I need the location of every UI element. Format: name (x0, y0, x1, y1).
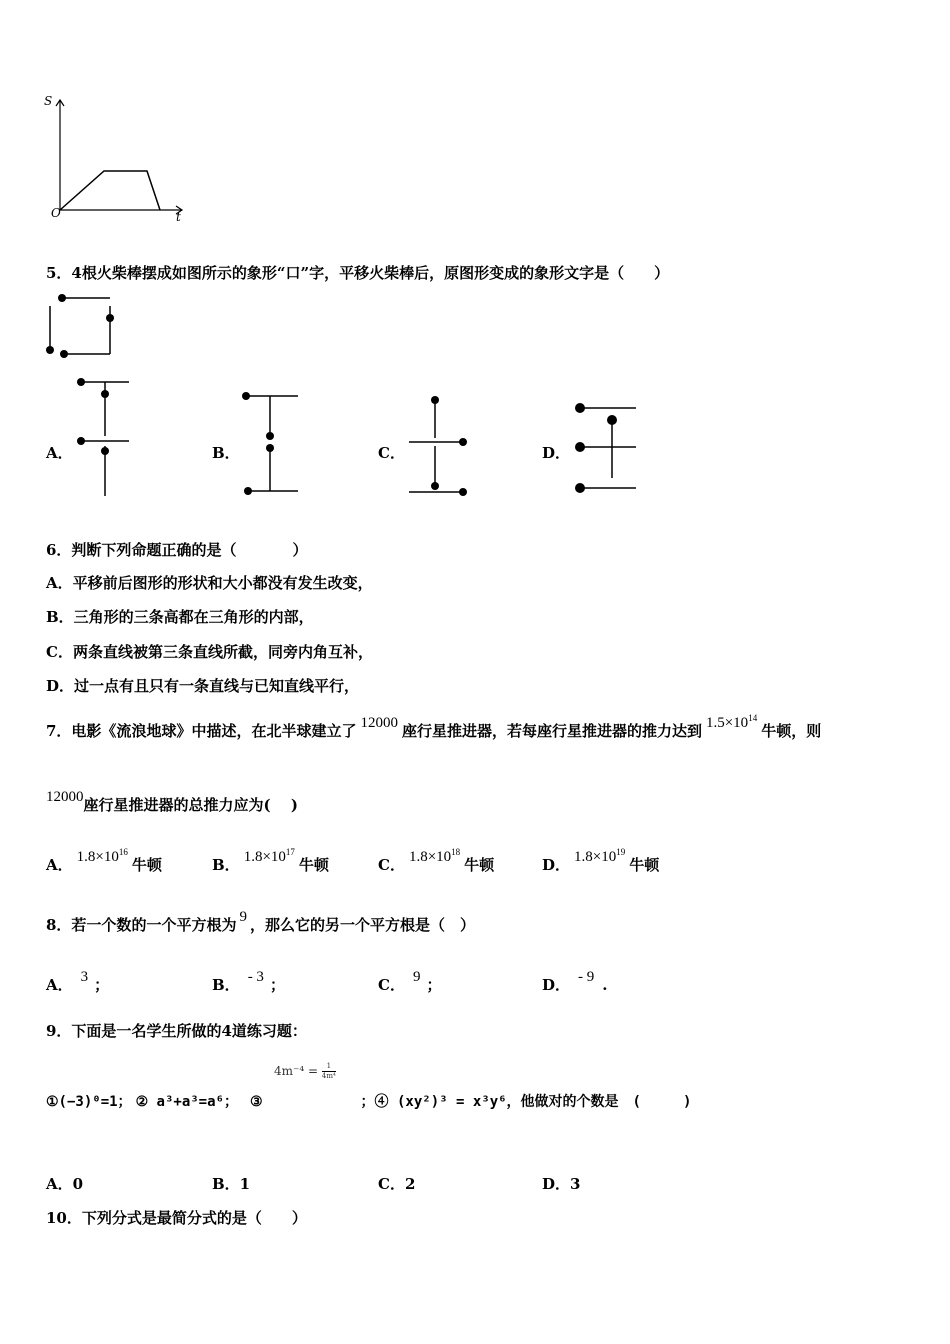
q8-option-a: A． 3 ； (46, 969, 110, 994)
q9-option-d: D．3 (542, 1175, 581, 1193)
q9-option-c: C．2 (378, 1175, 416, 1193)
y-axis-label: S (44, 94, 53, 108)
q6-option-a: A．平移前后图形的形状和大小都没有发生改变， (46, 574, 373, 592)
q5-option-a-figure (75, 374, 135, 499)
q9-item3-formula: 4m⁻⁴ = $\frac{1}{\text{4m⁴}}$ (274, 1062, 336, 1080)
q8-stem: 8．若一个数的一个平方根为 9 ，那么它的另一个平方根是（ ） (46, 909, 475, 934)
q7-option-c: C． $1.8\times 10^{18}$牛顿 (378, 847, 495, 874)
q7-num1: 12000 (360, 715, 398, 731)
q9-item3-label: ③ (249, 1094, 263, 1110)
q6-stem-close: ） (292, 541, 308, 559)
distance-time-graph (40, 92, 190, 227)
x-axis-label: t (176, 210, 181, 224)
q7-stem-line2 (46, 789, 298, 815)
q5-option-c: C． (378, 444, 405, 462)
q6-stem (46, 539, 307, 560)
q8-value: 9 (239, 909, 247, 925)
q5-option-d-figure (570, 398, 642, 500)
q5-option-b-figure (240, 388, 306, 498)
q8-option-d: D． - 9 . (542, 969, 608, 994)
q5-option-b: B． (212, 444, 240, 462)
q9-item1: ①(−3)⁰=1； (46, 1094, 132, 1110)
q7-force-base: 1.5×10 (705, 715, 749, 731)
q7-part3: 牛顿，则 (761, 722, 822, 740)
origin-label: O (51, 206, 61, 220)
q7-num2: 12000 (46, 789, 84, 805)
graph-line (60, 171, 160, 210)
q10-stem: 10．下列分式是最简分式的是（ ） (46, 1209, 307, 1227)
q7-force-exp: 14 (748, 713, 758, 723)
q8-option-b: B． - 3 ； (212, 969, 285, 994)
q6-option-b: B．三角形的三条高都在三角形的内部， (46, 608, 314, 626)
q5-option-a: A． (46, 444, 73, 462)
q6-stem-text: 6．判断下列命题正确的是（ (46, 541, 237, 559)
q5-option-d: D． (542, 444, 571, 462)
q7-option-d: D． $1.8\times 10^{19}$牛顿 (542, 847, 660, 874)
q9-option-a: A．0 (46, 1175, 84, 1193)
q7-option-a: A． $1.8\times 10^{16}$牛顿 (46, 847, 162, 874)
q7-part1: 7．电影《流浪地球》中描述，在北半球建立了 (46, 722, 357, 740)
q7-stem-line1 (46, 713, 822, 741)
q9-items (46, 1091, 691, 1111)
q7-part2: 座行星推进器，若每座行星推进器的推力达到 (401, 722, 702, 740)
matchstick-figure (40, 288, 130, 368)
q9-stem: 9．下面是一名学生所做的4道练习题： (46, 1022, 307, 1040)
q9-item4: ；④ (xy²)³ = x³y⁶，他做对的个数是 ( ) (360, 1094, 692, 1110)
q6-option-d: D．过一点有且只有一条直线与已知直线平行， (46, 677, 360, 695)
q5-stem: 5．4根火柴棒摆成如图所示的象形“口”字，平移火柴棒后，原图形变成的象形文字是（ ） (46, 264, 670, 282)
q8-option-c: C． 9 ； (378, 969, 442, 994)
q9-option-b: B．1 (212, 1175, 251, 1193)
q9-item2: ② a³+a³=a⁶； (135, 1094, 238, 1110)
q7-part4: 座行星推进器的总推力应为( ) (83, 796, 298, 814)
q6-option-c: C．两条直线被第三条直线所截，同旁内角互补， (46, 643, 373, 661)
q7-option-b: B． $1.8\times 10^{17}$牛顿 (212, 847, 329, 874)
q5-option-c-figure (405, 390, 475, 500)
